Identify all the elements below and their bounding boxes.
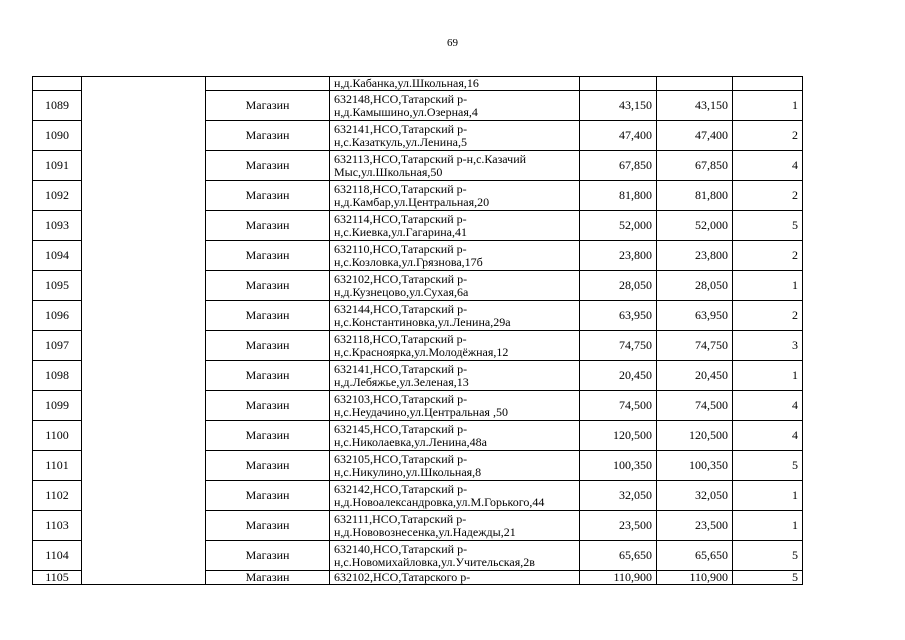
- cell-value-2: 20,450: [657, 361, 733, 391]
- cell-merged: [82, 77, 206, 585]
- cell-quantity: 2: [733, 301, 803, 331]
- cell-value-1: 28,050: [580, 271, 657, 301]
- cell-value-2: 28,050: [657, 271, 733, 301]
- cell-address: 632114,НСО,Татарский р- н,с.Киевка,ул.Гагарина,41: [330, 211, 580, 241]
- cell-num: 1094: [33, 241, 82, 271]
- cell-address: 632102,НСО,Татарский р- н,д.Кузнецово,ул.Сухая,6а: [330, 271, 580, 301]
- cell-value-2: 52,000: [657, 211, 733, 241]
- cell-value-2: 63,950: [657, 301, 733, 331]
- cell-address: 632141,НСО,Татарский р- н,с.Казаткуль,ул.Ленина,5: [330, 121, 580, 151]
- cell-type: Магазин: [206, 361, 330, 391]
- cell-quantity: 5: [733, 571, 803, 585]
- cell-value-1: 81,800: [580, 181, 657, 211]
- cell-quantity: 1: [733, 361, 803, 391]
- cell-type: Магазин: [206, 211, 330, 241]
- cell-quantity: 2: [733, 181, 803, 211]
- table-body: [33, 77, 803, 585]
- cell-num: 1097: [33, 331, 82, 361]
- cell-value-1: 74,500: [580, 391, 657, 421]
- cell-value-2: 120,500: [657, 421, 733, 451]
- cell-address: 632102,НСО,Татарского р-: [330, 571, 580, 585]
- cell-type: Магазин: [206, 571, 330, 585]
- cell-num: 1089: [33, 91, 82, 121]
- cell-value-2: 74,750: [657, 331, 733, 361]
- cell-num: [33, 77, 82, 91]
- cell-num: 1099: [33, 391, 82, 421]
- cell-value-1: 63,950: [580, 301, 657, 331]
- cell-value-2: 81,800: [657, 181, 733, 211]
- cell-type: Магазин: [206, 91, 330, 121]
- cell-value-2: [657, 77, 733, 91]
- cell-value-1: [580, 77, 657, 91]
- cell-type: Магазин: [206, 151, 330, 181]
- cell-address: 632142,НСО,Татарский р- н,д.Новоалександровка,ул.М.Горького,44: [330, 481, 580, 511]
- cell-address: н,д.Кабанка,ул.Школьная,16: [330, 77, 580, 91]
- cell-type: Магазин: [206, 451, 330, 481]
- cell-value-2: 74,500: [657, 391, 733, 421]
- cell-value-1: 32,050: [580, 481, 657, 511]
- cell-type: Магазин: [206, 121, 330, 151]
- cell-type: Магазин: [206, 511, 330, 541]
- cell-address: 632110,НСО,Татарский р- н,с.Козловка,ул.Грязнова,17б: [330, 241, 580, 271]
- cell-value-1: 47,400: [580, 121, 657, 151]
- cell-value-1: 52,000: [580, 211, 657, 241]
- cell-value-2: 43,150: [657, 91, 733, 121]
- cell-address: 632144,НСО,Татарский р- н,с.Константиновка,ул.Ленина,29а: [330, 301, 580, 331]
- cell-value-1: 43,150: [580, 91, 657, 121]
- cell-type: Магазин: [206, 181, 330, 211]
- cell-num: 1096: [33, 301, 82, 331]
- cell-quantity: 3: [733, 331, 803, 361]
- cell-value-2: 67,850: [657, 151, 733, 181]
- cell-num: 1090: [33, 121, 82, 151]
- cell-num: 1091: [33, 151, 82, 181]
- cell-quantity: 1: [733, 271, 803, 301]
- cell-value-1: 20,450: [580, 361, 657, 391]
- cell-address: 632103,НСО,Татарский р- н,с.Неудачино,ул.Центральная ,50: [330, 391, 580, 421]
- cell-num: 1103: [33, 511, 82, 541]
- page-number: 69: [447, 37, 458, 49]
- cell-value-2: 23,800: [657, 241, 733, 271]
- cell-value-2: 23,500: [657, 511, 733, 541]
- cell-value-1: 23,800: [580, 241, 657, 271]
- cell-quantity: 5: [733, 211, 803, 241]
- cell-quantity: 2: [733, 121, 803, 151]
- cell-address: 632141,НСО,Татарский р- н,д.Лебяжье,ул.Зеленая,13: [330, 361, 580, 391]
- table-row-partial: [33, 77, 803, 91]
- cell-type: Магазин: [206, 541, 330, 571]
- cell-address: 632118,НСО,Татарский р- н,д.Камбар,ул.Центральная,20: [330, 181, 580, 211]
- cell-type: Магазин: [206, 241, 330, 271]
- cell-type: Магазин: [206, 331, 330, 361]
- cell-type: Магазин: [206, 481, 330, 511]
- cell-quantity: 5: [733, 541, 803, 571]
- cell-type: Магазин: [206, 421, 330, 451]
- cell-quantity: 2: [733, 241, 803, 271]
- cell-quantity: 1: [733, 511, 803, 541]
- cell-address: 632111,НСО,Татарский р- н,д.Нововознесенка,ул.Надежды,21: [330, 511, 580, 541]
- cell-value-2: 47,400: [657, 121, 733, 151]
- cell-value-1: 110,900: [580, 571, 657, 585]
- cell-type: Магазин: [206, 391, 330, 421]
- cell-num: 1092: [33, 181, 82, 211]
- data-table: [32, 76, 803, 585]
- cell-num: 1104: [33, 541, 82, 571]
- cell-quantity: 1: [733, 481, 803, 511]
- cell-value-1: 23,500: [580, 511, 657, 541]
- cell-num: 1101: [33, 451, 82, 481]
- cell-value-1: 67,850: [580, 151, 657, 181]
- cell-quantity: 4: [733, 151, 803, 181]
- cell-value-2: 32,050: [657, 481, 733, 511]
- cell-quantity: 1: [733, 91, 803, 121]
- cell-quantity: [733, 77, 803, 91]
- cell-address: 632148,НСО,Татарский р- н,д.Камышино,ул.Озерная,4: [330, 91, 580, 121]
- cell-num: 1105: [33, 571, 82, 585]
- cell-quantity: 4: [733, 421, 803, 451]
- cell-address: 632113,НСО,Татарский р-н,с.Казачий Мыс,ул.Школьная,50: [330, 151, 580, 181]
- cell-value-1: 100,350: [580, 451, 657, 481]
- cell-quantity: 5: [733, 451, 803, 481]
- cell-value-1: 65,650: [580, 541, 657, 571]
- cell-value-2: 100,350: [657, 451, 733, 481]
- cell-num: 1100: [33, 421, 82, 451]
- cell-value-2: 110,900: [657, 571, 733, 585]
- cell-quantity: 4: [733, 391, 803, 421]
- cell-num: 1098: [33, 361, 82, 391]
- cell-type: Магазин: [206, 271, 330, 301]
- cell-type: Магазин: [206, 301, 330, 331]
- cell-num: 1093: [33, 211, 82, 241]
- cell-value-2: 65,650: [657, 541, 733, 571]
- cell-value-1: 74,750: [580, 331, 657, 361]
- cell-address: 632105,НСО,Татарский р- н,с.Никулино,ул.Школьная,8: [330, 451, 580, 481]
- cell-num: 1095: [33, 271, 82, 301]
- cell-address: 632145,НСО,Татарский р- н,с.Николаевка,ул.Ленина,48а: [330, 421, 580, 451]
- cell-value-1: 120,500: [580, 421, 657, 451]
- cell-address: 632118,НСО,Татарский р- н,с.Красноярка,ул.Молодёжная,12: [330, 331, 580, 361]
- cell-address: 632140,НСО,Татарский р- н,с.Новомихайловка,ул.Учительская,2в: [330, 541, 580, 571]
- cell-num: 1102: [33, 481, 82, 511]
- cell-type: [206, 77, 330, 91]
